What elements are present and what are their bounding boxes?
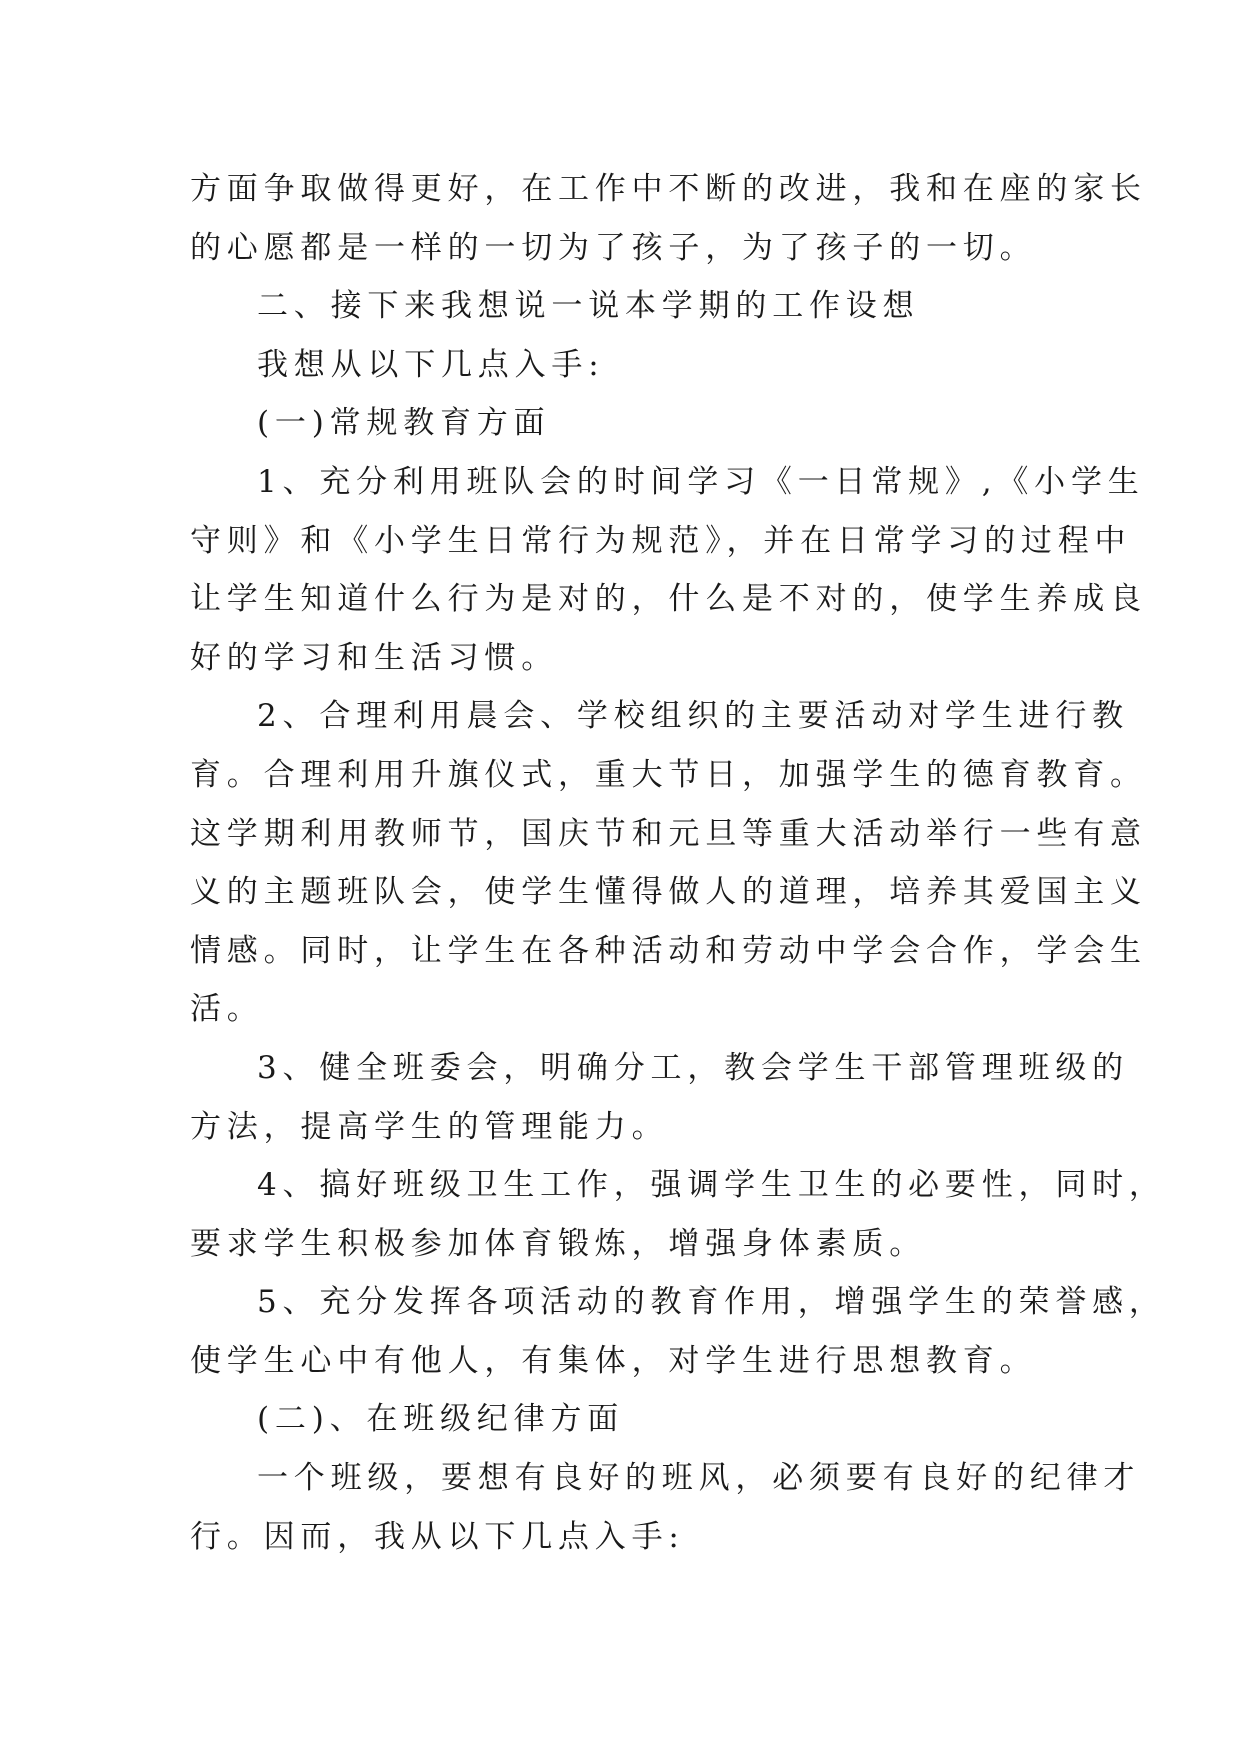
- text-line: 让学生知道什么行为是对的，什么是不对的，使学生养成良: [190, 581, 1147, 618]
- text-line: 方法，提高学生的管理能力。: [190, 1108, 669, 1145]
- text-line: 义的主题班队会，使学生懂得做人的道理，培养其爱国主义: [190, 874, 1147, 911]
- text-line: 5、充分发挥各项活动的教育作用，增强学生的荣誉感，: [257, 1284, 1166, 1321]
- text-line: 3、健全班委会，明确分工，教会学生干部管理班级的: [257, 1049, 1129, 1086]
- text-line: 育。合理利用升旗仪式，重大节日，加强学生的德育教育。: [190, 756, 1147, 793]
- text-line: 1、充分利用班队会的时间学习《一日常规》,《小学生: [257, 463, 1145, 500]
- text-line: 二、接下来我想说一说本学期的工作设想: [257, 288, 920, 325]
- text-line: 好的学习和生活习惯。: [190, 639, 558, 676]
- text-line: 我想从以下几点入手:: [257, 346, 605, 383]
- text-line: 一个班级，要想有良好的班风，必须要有良好的纪律才: [257, 1460, 1141, 1497]
- text-line: 使学生心中有他人，有集体，对学生进行思想教育。: [190, 1342, 1037, 1379]
- text-line: 要求学生积极参加体育锻炼，增强身体素质。: [190, 1225, 926, 1262]
- text-line: 4、搞好班级卫生工作，强调学生卫生的必要性，同时，: [257, 1167, 1166, 1204]
- document-body: [190, 160, 1166, 1566]
- text-line: (二)、在班级纪律方面: [257, 1401, 624, 1438]
- text-line: 的心愿都是一样的一切为了孩子，为了孩子的一切。: [190, 229, 1037, 266]
- text-line: 方面争取做得更好，在工作中不断的改进，我和在座的家长: [190, 171, 1147, 207]
- text-line: 情感。同时，让学生在各种活动和劳动中学会合作，学会生: [190, 932, 1147, 969]
- text-line: 守则》和《小学生日常行为规范》，并在日常学习的过程中: [190, 522, 1132, 559]
- text-line: 2、合理利用晨会、学校组织的主要活动对学生进行教: [257, 698, 1129, 735]
- text-line: 行。因而，我从以下几点入手:: [190, 1518, 685, 1555]
- text-line: 活。: [190, 991, 264, 1028]
- text-line: (一)常规教育方面: [257, 405, 551, 442]
- text-line: 这学期利用教师节，国庆节和元旦等重大活动举行一些有意: [190, 815, 1147, 852]
